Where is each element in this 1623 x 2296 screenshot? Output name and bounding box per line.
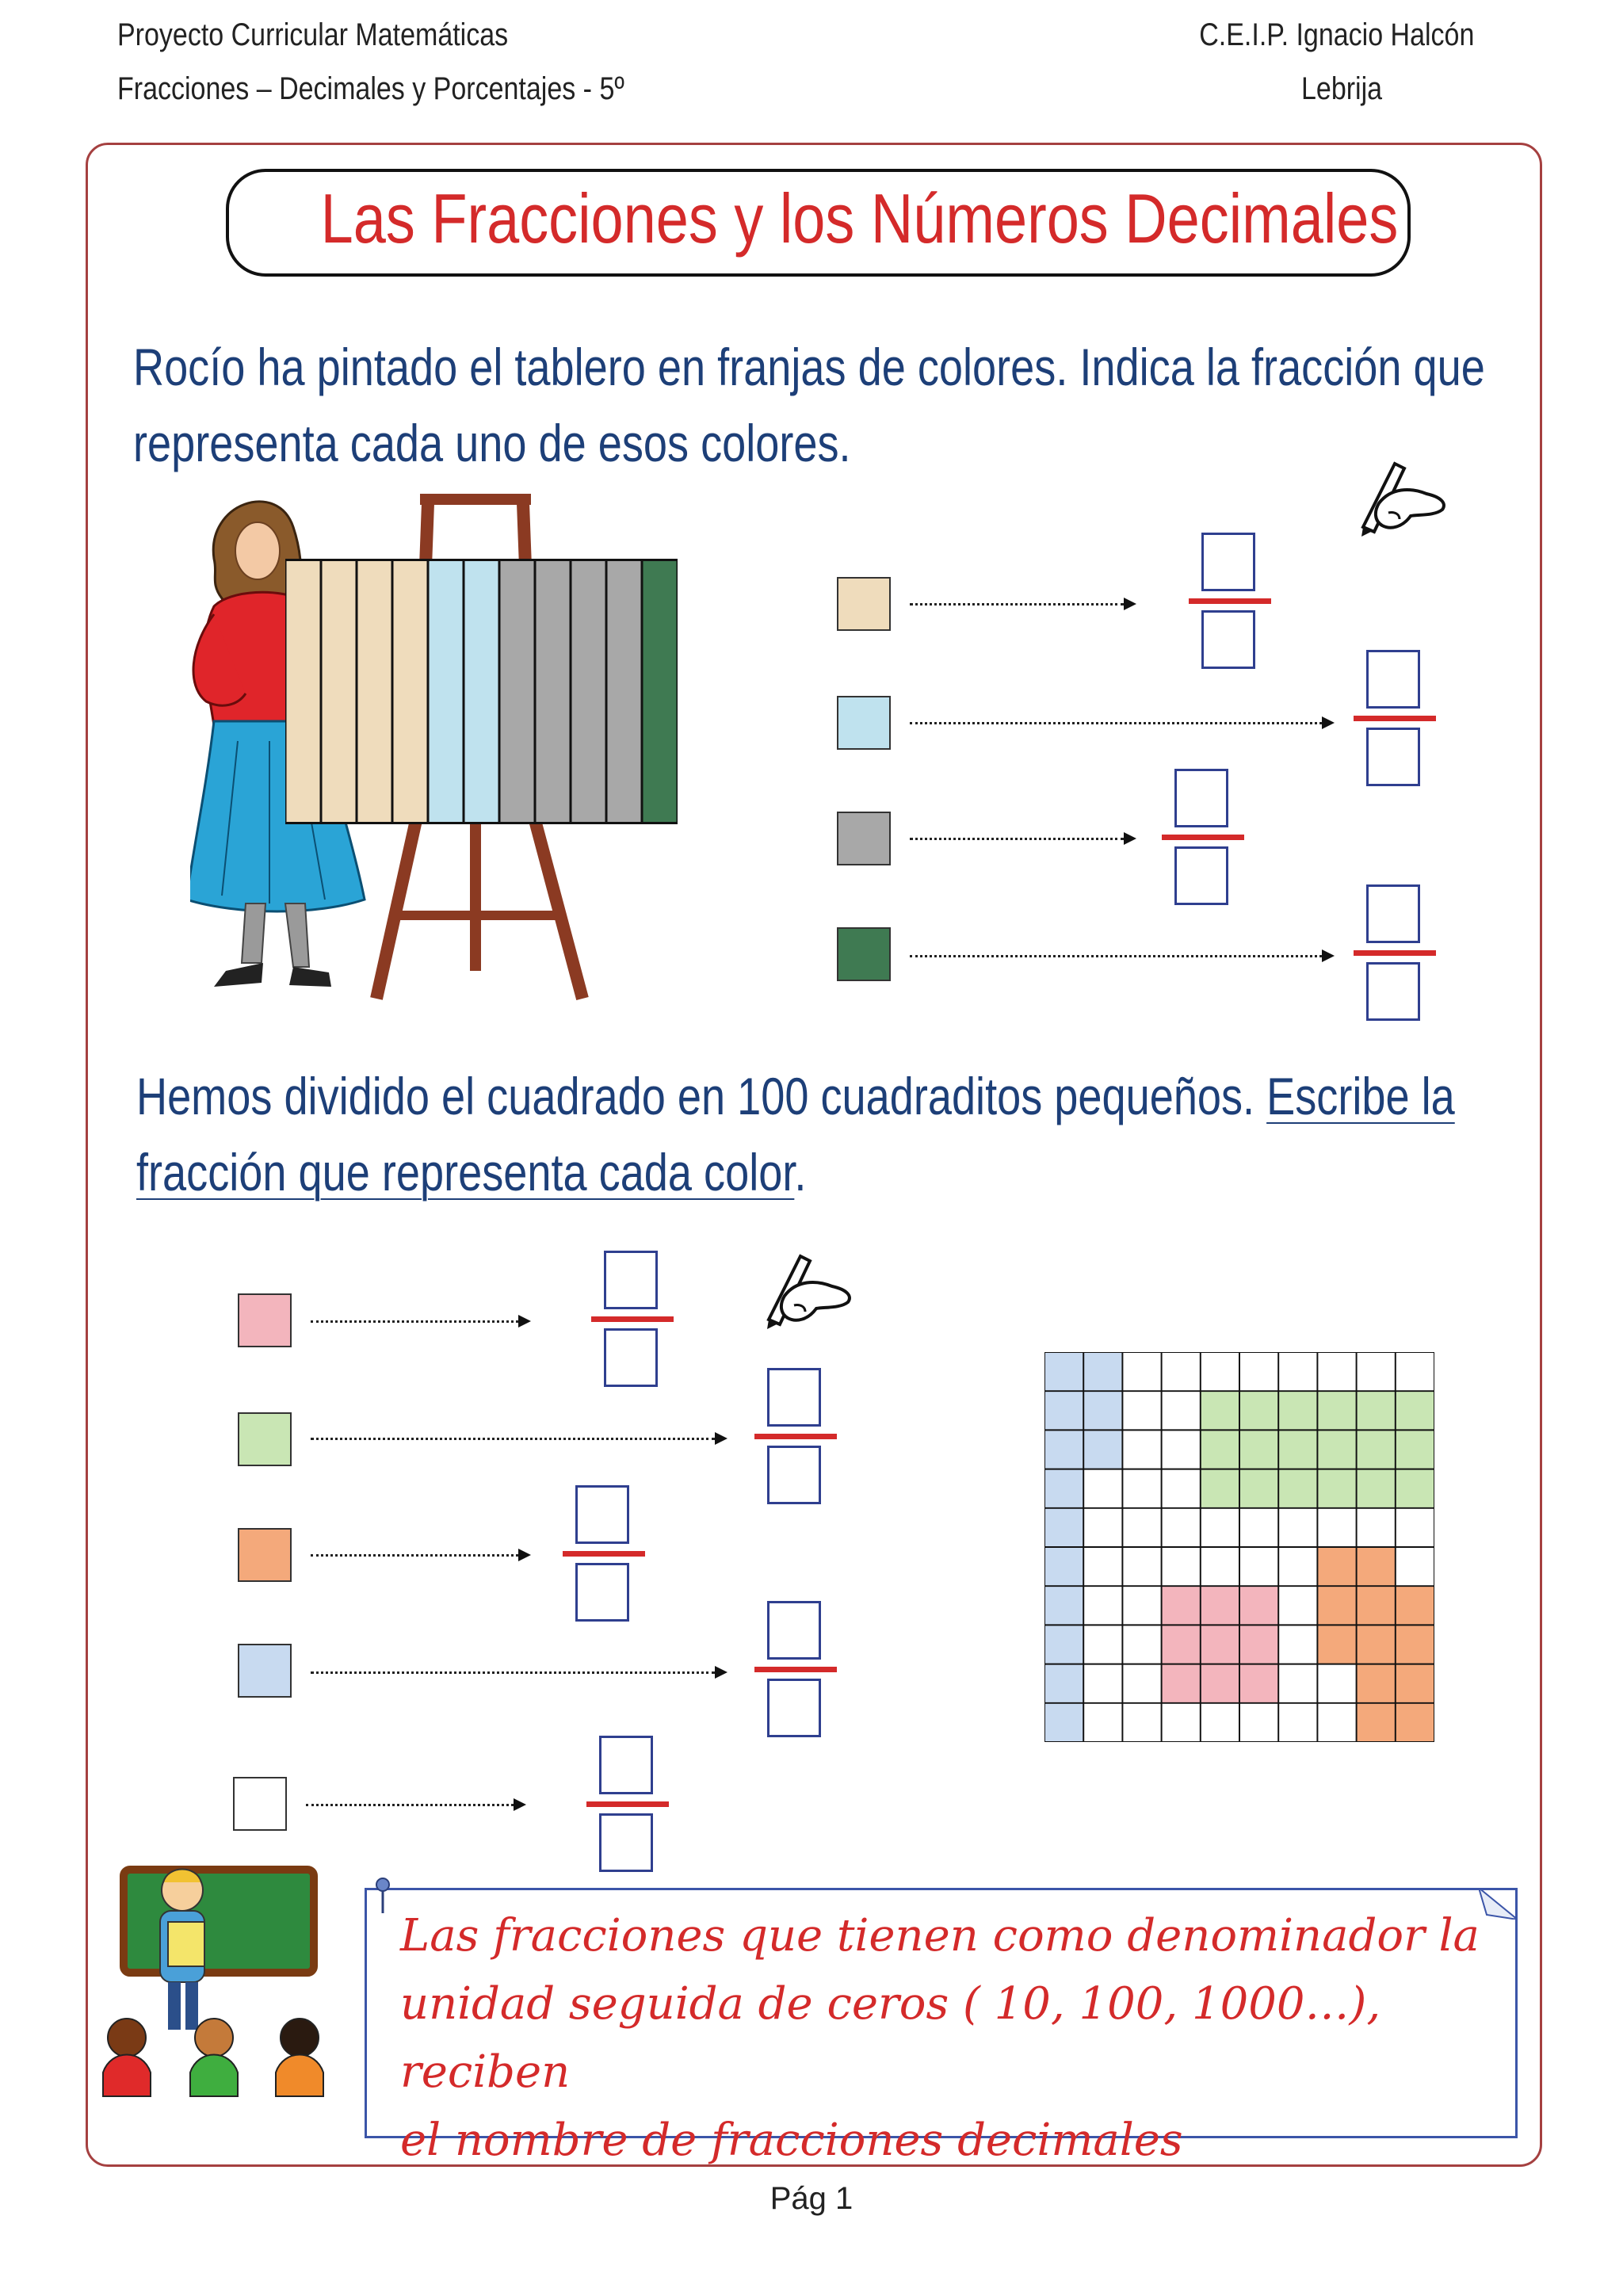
fraction-light-blue-2: [754, 1601, 837, 1742]
grid-cell: [1044, 1469, 1083, 1508]
numerator-box[interactable]: [1366, 884, 1420, 943]
swatch-light-blue: [837, 696, 891, 750]
fraction-bar: [563, 1551, 645, 1557]
grid-cell: [1044, 1586, 1083, 1625]
numerator-box[interactable]: [604, 1251, 658, 1309]
grid-cell: [1357, 1352, 1396, 1391]
grid-cell: [1278, 1586, 1317, 1625]
board-stripe: [642, 560, 678, 823]
definition-text: [400, 1902, 1510, 2175]
grid-cell: [1396, 1703, 1434, 1742]
numerator-box[interactable]: [1174, 769, 1228, 827]
grid-cell: [1357, 1547, 1396, 1586]
striped-board: [285, 559, 678, 824]
grid-cell: [1083, 1508, 1122, 1547]
denominator-box[interactable]: [604, 1328, 658, 1387]
arrow-beige: [910, 603, 1124, 606]
grid-cell: [1122, 1391, 1161, 1430]
definition-line2: unidad seguida de ceros ( 10, 100, 1000…), reciben: [400, 1978, 1381, 2098]
grid-cell: [1201, 1430, 1239, 1469]
grid-cell: [1239, 1391, 1278, 1430]
grid-cell: [1083, 1625, 1122, 1664]
grid-cell: [1044, 1547, 1083, 1586]
fraction-bar: [1162, 835, 1244, 840]
swatch-dark-green: [837, 927, 891, 981]
denominator-box[interactable]: [1174, 846, 1228, 905]
denominator-box[interactable]: [1201, 610, 1255, 669]
swatch-grey: [837, 812, 891, 865]
grid-cell: [1357, 1625, 1396, 1664]
grid-cell: [1044, 1391, 1083, 1430]
fraction-pink: [591, 1251, 674, 1392]
grid-cell: [1278, 1547, 1317, 1586]
board-stripe: [606, 560, 642, 823]
grid-cell: [1278, 1352, 1317, 1391]
grid-cell: [1396, 1586, 1434, 1625]
board-stripe: [357, 560, 392, 823]
grid-cell: [1201, 1586, 1239, 1625]
board-stripe: [285, 560, 321, 823]
grid-cell: [1162, 1547, 1201, 1586]
instruction-period: .: [794, 1143, 807, 1201]
arrow-pink: [311, 1320, 518, 1323]
grid-cell: [1317, 1508, 1356, 1547]
grid-cell: [1122, 1508, 1161, 1547]
exercise2-instruction-line2: [136, 1134, 806, 1210]
grid-cell: [1201, 1664, 1239, 1703]
header-town: Lebrija: [1300, 71, 1382, 106]
fraction-beige: [1189, 533, 1271, 674]
grid-cell: [1396, 1391, 1434, 1430]
exercise2-instruction-line1: [136, 1058, 1455, 1134]
arrow-light-green: [311, 1438, 715, 1440]
grid-cell: [1396, 1469, 1434, 1508]
grid-cell: [1083, 1586, 1122, 1625]
grid-cell: [1201, 1547, 1239, 1586]
grid-cell: [1317, 1469, 1356, 1508]
page-number: Pág 1: [769, 2181, 854, 2216]
grid-cell: [1162, 1391, 1201, 1430]
exercise1-instruction-line2: representa cada uno de esos colores.: [133, 414, 851, 472]
writing-hand-icon: [1347, 448, 1450, 539]
grid-cell: [1396, 1547, 1434, 1586]
fraction-bar: [754, 1667, 837, 1672]
grid-cell: [1162, 1703, 1201, 1742]
board-stripe: [499, 560, 535, 823]
arrow-dark-green: [910, 955, 1322, 957]
denominator-box[interactable]: [1366, 962, 1420, 1021]
grid-cell: [1278, 1703, 1317, 1742]
grid-cell: [1239, 1703, 1278, 1742]
grid-cell: [1162, 1586, 1201, 1625]
grid-cell: [1396, 1625, 1434, 1664]
fraction-bar: [754, 1434, 837, 1439]
grid-cell: [1317, 1664, 1356, 1703]
header-school: C.E.I.P. Ignacio Halcón: [1198, 17, 1474, 52]
numerator-box[interactable]: [575, 1485, 629, 1544]
grid-cell: [1317, 1703, 1356, 1742]
swatch-light-blue-2: [238, 1644, 292, 1698]
swatch-white: [233, 1777, 287, 1831]
header-project: Proyecto Curricular Matemáticas: [117, 17, 509, 52]
grid-cell: [1201, 1703, 1239, 1742]
board-stripe: [428, 560, 464, 823]
swatch-beige: [837, 577, 891, 631]
grid-cell: [1044, 1352, 1083, 1391]
grid-cell: [1044, 1703, 1083, 1742]
denominator-box[interactable]: [767, 1679, 821, 1737]
grid-cell: [1201, 1352, 1239, 1391]
instruction-text: Hemos dividido el cuadrado en 100 cuadraditos pequeños.: [136, 1067, 1267, 1125]
grid-cell: [1357, 1430, 1396, 1469]
grid-cell: [1044, 1430, 1083, 1469]
grid-cell: [1083, 1703, 1122, 1742]
grid-cell: [1239, 1586, 1278, 1625]
arrow-white: [306, 1804, 514, 1806]
grid-cell: [1278, 1469, 1317, 1508]
fraction-white: [586, 1736, 669, 1877]
grid-cell: [1357, 1508, 1396, 1547]
arrow-orange: [311, 1554, 518, 1557]
writing-hand-icon: [753, 1240, 856, 1331]
grid-cell: [1122, 1469, 1161, 1508]
fraction-bar: [1189, 598, 1271, 604]
arrow-grey: [910, 838, 1124, 840]
grid-cell: [1317, 1625, 1356, 1664]
grid-cell: [1278, 1430, 1317, 1469]
definition-line3: el nombre de fracciones decimales: [400, 2115, 1183, 2166]
swatch-pink: [238, 1293, 292, 1347]
grid-cell: [1239, 1625, 1278, 1664]
grid-cell: [1162, 1664, 1201, 1703]
grid-cell: [1396, 1664, 1434, 1703]
grid-cell: [1239, 1508, 1278, 1547]
grid-cell: [1239, 1430, 1278, 1469]
grid-cell: [1083, 1469, 1122, 1508]
grid-cell: [1278, 1625, 1317, 1664]
numerator-box[interactable]: [1366, 650, 1420, 709]
grid-cell: [1317, 1547, 1356, 1586]
numerator-box[interactable]: [599, 1736, 653, 1794]
grid-cell: [1162, 1508, 1201, 1547]
fraction-grey: [1162, 769, 1244, 910]
exercise1-instruction-line1: Rocío ha pintado el tablero en franjas de colores. Indica la fracción que: [133, 338, 1485, 396]
fraction-bar: [591, 1316, 674, 1322]
grid-cell: [1396, 1352, 1434, 1391]
grid-cell: [1044, 1625, 1083, 1664]
grid-cell: [1122, 1430, 1161, 1469]
grid-cell: [1396, 1430, 1434, 1469]
fraction-bar: [1354, 716, 1436, 721]
grid-cell: [1162, 1625, 1201, 1664]
grid-cell: [1201, 1625, 1239, 1664]
grid-cell: [1239, 1352, 1278, 1391]
grid-cell: [1357, 1703, 1396, 1742]
grid-cell: [1122, 1664, 1161, 1703]
swatch-orange: [238, 1528, 292, 1582]
grid-cell: [1201, 1508, 1239, 1547]
fraction-light-blue: [1354, 650, 1436, 791]
grid-cell: [1239, 1469, 1278, 1508]
grid-cell: [1201, 1469, 1239, 1508]
numerator-box[interactable]: [767, 1601, 821, 1660]
grid-cell: [1083, 1352, 1122, 1391]
hundred-square-grid: [1044, 1352, 1434, 1742]
swatch-light-green: [238, 1412, 292, 1466]
numerator-box[interactable]: [767, 1368, 821, 1427]
grid-cell: [1239, 1664, 1278, 1703]
grid-cell: [1083, 1391, 1122, 1430]
fraction-bar: [1354, 950, 1436, 956]
classroom-illustration: [95, 1859, 349, 2104]
grid-cell: [1122, 1547, 1161, 1586]
grid-cell: [1357, 1586, 1396, 1625]
grid-cell: [1122, 1586, 1161, 1625]
board-stripe: [571, 560, 606, 823]
denominator-box[interactable]: [767, 1446, 821, 1504]
grid-cell: [1317, 1391, 1356, 1430]
grid-cell: [1162, 1469, 1201, 1508]
numerator-box[interactable]: [1201, 533, 1255, 591]
fraction-light-green: [754, 1368, 837, 1509]
board-stripe: [392, 560, 428, 823]
board-stripe: [535, 560, 571, 823]
grid-cell: [1122, 1703, 1161, 1742]
pushpin-icon: [372, 1877, 393, 1916]
arrow-light-blue: [910, 722, 1322, 724]
board-stripe: [321, 560, 357, 823]
grid-cell: [1357, 1469, 1396, 1508]
grid-cell: [1044, 1508, 1083, 1547]
grid-cell: [1239, 1547, 1278, 1586]
grid-cell: [1083, 1547, 1122, 1586]
grid-cell: [1357, 1664, 1396, 1703]
grid-cell: [1044, 1664, 1083, 1703]
arrow-light-blue-2: [311, 1671, 715, 1674]
grid-cell: [1278, 1508, 1317, 1547]
definition-line1: Las fracciones que tienen como denominador la: [400, 1910, 1480, 1962]
instruction-underlined-text: Escribe la: [1266, 1067, 1455, 1125]
grid-cell: [1317, 1586, 1356, 1625]
fraction-orange: [563, 1485, 645, 1626]
grid-cell: [1201, 1391, 1239, 1430]
fraction-bar: [586, 1801, 669, 1807]
grid-cell: [1396, 1508, 1434, 1547]
header-topic: Fracciones – Decimales y Porcentajes - 5º: [117, 71, 624, 106]
denominator-box[interactable]: [575, 1563, 629, 1622]
grid-cell: [1122, 1625, 1161, 1664]
fraction-dark-green: [1354, 884, 1436, 1026]
grid-cell: [1317, 1430, 1356, 1469]
grid-cell: [1162, 1352, 1201, 1391]
grid-cell: [1083, 1664, 1122, 1703]
grid-cell: [1083, 1430, 1122, 1469]
denominator-box[interactable]: [1366, 728, 1420, 786]
grid-cell: [1122, 1352, 1161, 1391]
denominator-box[interactable]: [599, 1813, 653, 1872]
grid-cell: [1162, 1430, 1201, 1469]
grid-cell: [1278, 1664, 1317, 1703]
grid-cell: [1278, 1391, 1317, 1430]
board-stripe: [464, 560, 499, 823]
grid-cell: [1357, 1391, 1396, 1430]
grid-cell: [1317, 1352, 1356, 1391]
instruction-underlined-text: fracción que representa cada color: [136, 1143, 795, 1201]
page-title: Las Fracciones y los Números Decimales: [320, 179, 1399, 258]
